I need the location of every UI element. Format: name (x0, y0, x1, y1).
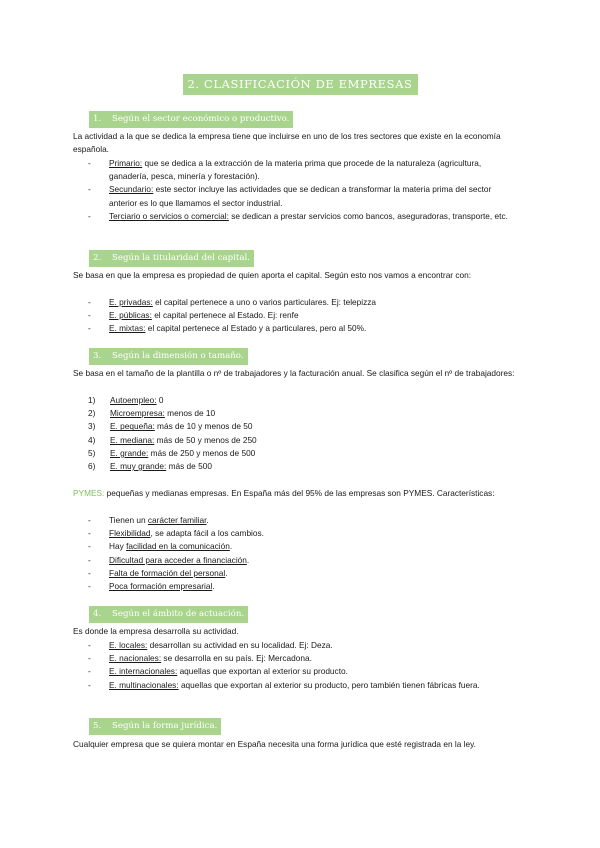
section-heading-4 (89, 606, 248, 623)
section-4-intro: Es donde la empresa desarrolla su actividad. (73, 626, 239, 636)
item-term: E. privadas: (109, 297, 153, 307)
list-item (88, 394, 388, 407)
item-post: , se adapta fácil a los cambios. (150, 528, 264, 539)
list-item (88, 567, 508, 580)
section-label: Según el sector económico o productivo. (112, 114, 290, 124)
bullet-dash: - (88, 653, 91, 664)
section-heading-5 (89, 718, 221, 735)
section-3-list (88, 394, 388, 473)
list-item (88, 210, 508, 223)
item-number: 5) (88, 447, 96, 458)
list-item (88, 639, 508, 652)
list-item (88, 447, 388, 460)
list-item (88, 652, 508, 665)
bullet-dash: - (88, 210, 91, 221)
bullet-dash: - (88, 323, 91, 334)
bullet-dash: - (88, 581, 91, 592)
list-item (88, 157, 508, 183)
item-term: Falta de formación del personal (109, 567, 226, 578)
item-text: más de 250 y menos de 500 (148, 447, 256, 458)
item-text: este sector incluye las actividades que se dedican a transformar la materia prima del sector anterior es lo que llamamos el sector industrial. (109, 184, 492, 208)
item-term: Autoempleo: (110, 395, 157, 405)
list-item (88, 420, 388, 433)
section-label: Según la forma jurídica. (112, 721, 218, 731)
section-heading-3 (89, 348, 248, 365)
section-2-intro: Se basa en que la empresa es propiedad de quien aporta el capital. Según esto nos vamos a encontrar con: (73, 270, 472, 280)
item-number: 3) (88, 421, 96, 432)
item-number: 1) (88, 395, 96, 405)
item-post: . (229, 541, 233, 552)
item-post: . (246, 554, 250, 565)
section-number: 2. (93, 253, 102, 263)
item-term: Secundario: (109, 184, 154, 195)
bullet-dash: - (88, 158, 91, 168)
item-term: E. nacionales: (109, 653, 162, 664)
item-term: E. pequeña: (110, 421, 155, 432)
item-term: E. locales: (109, 640, 148, 650)
list-item (88, 296, 508, 309)
item-post: . (206, 515, 209, 525)
pymes-list (88, 514, 508, 593)
section-number: 5. (93, 721, 102, 731)
list-item (88, 460, 388, 473)
list-item (88, 322, 508, 335)
list-item (88, 540, 508, 553)
item-term: E. muy grande: (110, 461, 167, 472)
item-text: más de 10 y menos de 50 (154, 421, 253, 432)
bullet-dash: - (88, 184, 91, 195)
item-post: . (212, 581, 215, 592)
item-term: E. internacionales: (109, 666, 178, 677)
item-term: E. públicas: (109, 310, 152, 321)
section-number: 3. (93, 351, 102, 361)
list-item (88, 434, 388, 447)
item-term: E. mediana: (110, 434, 155, 445)
item-text: más de 50 y menos de 250 (154, 434, 257, 445)
item-term: E. multinacionales: (109, 679, 179, 690)
item-text: menos de 10 (164, 408, 216, 419)
section-1-intro: La actividad a la que se dedica la empresa tiene que incluirse en uno de los tres sectores que existe en la economía española. (73, 131, 501, 155)
item-text: aquellas que exportan al exterior su producto. (177, 666, 348, 677)
bullet-dash: - (88, 567, 91, 578)
list-item (88, 309, 508, 322)
bullet-dash: - (88, 541, 91, 552)
list-item (88, 514, 508, 527)
bullet-dash: - (88, 554, 91, 565)
bullet-dash: - (88, 679, 91, 690)
item-text: se dedican a prestar servicios como bancos, aseguradoras, transporte, etc. (228, 210, 508, 221)
title-wrap (0, 74, 600, 95)
item-text: el capital pertenece a uno o varios particulares. Ej: telepizza (152, 297, 377, 307)
list-item (88, 407, 388, 420)
list-item (88, 554, 508, 567)
section-2-list (88, 296, 508, 336)
section-label: Según la titularidad del capital. (112, 253, 250, 263)
item-number: 2) (88, 408, 96, 419)
section-number: 1. (93, 114, 102, 124)
pymes-text: pequeñas y medianas empresas. En España más del 95% de las empresas son PYMES. Características: (104, 488, 495, 498)
item-number: 6) (88, 461, 96, 472)
pymes-intro (73, 487, 523, 500)
item-text: aquellas que exportan al exterior su producto, pero también tienen fábricas fuera. (178, 679, 480, 690)
bullet-dash: - (88, 297, 91, 307)
item-text: 0 (156, 395, 164, 405)
item-term: E. mixtas: (109, 323, 146, 334)
item-text: que se dedica a la extracción de la materia prima que procede de la naturaleza (agricultura, ganadería, pesca, minería y forestación). (109, 158, 482, 182)
item-term: Poca formación empresarial (109, 581, 213, 592)
bullet-dash: - (88, 515, 91, 525)
bullet-dash: - (88, 528, 91, 539)
item-term: Dificultad para acceder a financiación (109, 554, 247, 565)
section-number: 4. (93, 609, 102, 619)
item-text: se desarrolla en su país. Ej: Mercadona. (161, 653, 312, 664)
pymes-label: PYMES: (73, 488, 105, 498)
item-term: Primario: (109, 158, 143, 168)
item-term: Flexibilidad (109, 528, 151, 539)
section-label: Según la dimensión o tamaño. (112, 351, 244, 361)
list-item (88, 580, 508, 593)
section-1-list (88, 157, 508, 223)
item-term: Microempresa: (110, 408, 165, 419)
item-term: facilidad en la comunicación (126, 541, 230, 552)
item-text: el capital pertenece al Estado y a particulares, pero al 50%. (145, 323, 367, 334)
item-text: desarrollan su actividad en su localidad. Ej: Deza. (147, 640, 333, 650)
item-text: el capital pertenece al Estado. Ej: renfe (151, 310, 299, 321)
section-heading-1 (89, 111, 293, 128)
item-post: . (225, 567, 228, 578)
item-pre: Hay (109, 541, 127, 552)
list-item (88, 183, 508, 209)
list-item (88, 679, 508, 692)
section-3-intro: Se basa en el tamaño de la plantilla o nº de trabajadores y la facturación anual. Se clasifica según el nº de trabajadores: (73, 368, 515, 378)
item-number: 4) (88, 434, 96, 445)
section-label: Según el ámbito de actuación. (112, 609, 245, 619)
item-pre: Tienen un (109, 515, 148, 525)
list-item (88, 527, 508, 540)
page-title: 2. CLASIFICACIÓN DE EMPRESAS (183, 74, 418, 95)
section-5-intro: Cualquier empresa que se quiera montar en España necesita una forma jurídica que esté registrada en la ley. (73, 739, 476, 749)
bullet-dash: - (88, 640, 91, 650)
bullet-dash: - (88, 666, 91, 677)
section-heading-2 (89, 250, 254, 267)
bullet-dash: - (88, 310, 91, 321)
item-term: Terciario o servicios o comercial: (109, 210, 229, 221)
list-item (88, 665, 508, 678)
section-4-list (88, 639, 508, 692)
item-term: E. grande: (110, 447, 149, 458)
item-text: más de 500 (166, 461, 212, 472)
item-term: carácter familiar (147, 515, 207, 525)
